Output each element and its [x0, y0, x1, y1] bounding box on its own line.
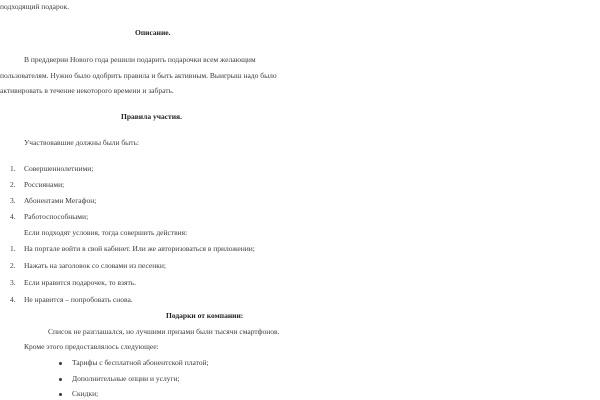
list-item-number: 4. — [10, 212, 16, 221]
list-item-number: 1. — [10, 164, 16, 173]
list-item-text: На портале войти в свой кабинет. Или же авторизоваться в приложении; — [24, 244, 255, 253]
actions-intro: Если подходят условия, тогда совершить действия: — [24, 228, 188, 237]
intro-tail-text: подходящий подарок. — [0, 2, 70, 11]
list-item-text: Тарифы с бесплатной абонентской платой; — [72, 358, 209, 367]
rules-heading: Правила участия. — [121, 112, 182, 121]
gifts-text: Кроме этого предоставлялось следующее: — [24, 342, 159, 351]
list-item-text: Скидки; — [72, 389, 99, 398]
list-item-text: Нажать на заголовок со словами из песенки; — [24, 261, 167, 270]
description-heading: Описание. — [135, 28, 171, 37]
gifts-heading: Подарки от компании: — [166, 311, 244, 320]
description-line: активировать в течение некоторого времени и забрать. — [0, 86, 174, 95]
list-item-text: Если нравится подарочек, то взять. — [24, 278, 137, 287]
description-line: В преддверии Нового года решили подарить подарочки всем желающим — [24, 55, 256, 64]
list-item-text: Абонентами Мегафон; — [24, 196, 97, 205]
bullet-icon — [59, 362, 62, 365]
list-item-number: 2. — [10, 261, 16, 270]
description-line: пользователям. Нужно было одобрить правила и быть активным. Выигрыш надо было — [0, 71, 277, 80]
list-item-text: Не нравится – попробовать снова. — [24, 295, 133, 304]
bullet-icon — [59, 393, 62, 396]
rules-intro: Участвовавшие должны были быть: — [24, 138, 140, 147]
gifts-text: Список не разглашался, но лучшими призами были тысячи смартфонов. — [48, 327, 280, 336]
list-item-number: 4. — [10, 295, 16, 304]
list-item-number: 1. — [10, 244, 16, 253]
list-item-number: 2. — [10, 180, 16, 189]
list-item-text: Россиянами; — [24, 180, 65, 189]
list-item-text: Работоспособными; — [24, 212, 89, 221]
list-item-number: 3. — [10, 278, 16, 287]
list-item-text: Совершеннолетними; — [24, 164, 94, 173]
list-item-number: 3. — [10, 196, 16, 205]
bullet-icon — [59, 378, 62, 381]
list-item-text: Дополнительные опции и услуги; — [72, 374, 180, 383]
